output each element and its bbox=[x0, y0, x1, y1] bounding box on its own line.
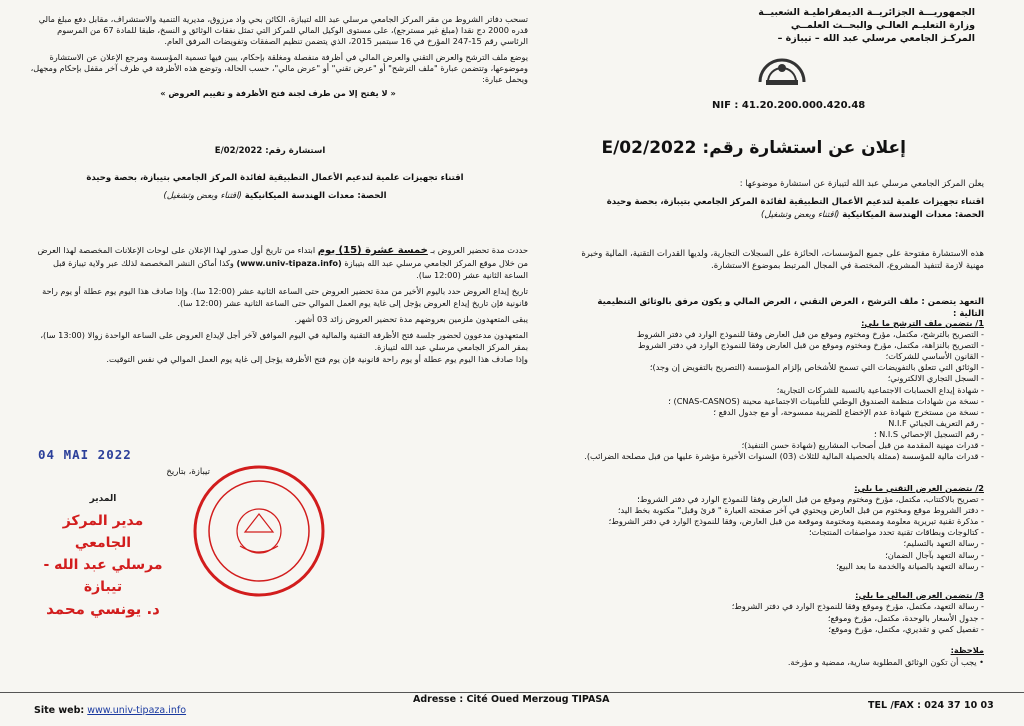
section-3 bbox=[570, 590, 984, 636]
section-1-item: - السجل التجاري الالكتروني؛ bbox=[887, 373, 984, 384]
section-3-item: - رسالة التعهد، مكتمل، مؤرخ وموقع وفقا للنموذج الوارد في دفتر الشروط؛ bbox=[731, 601, 984, 612]
left-paragraph-1: تسحب دفاتر الشروط من مقر المركز الجامعي مرسلي عبد الله لتيبازة، الكائن بحي واد مرزوق، مديرية التنمية والاستشراف، مقابل دفع مبلغ مالي قدره 2000 دج نقدا (مبلغ غير مسترجع)، على مستوى الوكيل المالي للمركز التي تمثل نفقات الوثائق و النسخ، طبقا للمادة 67 من المرسوم الرئاسي رقم 15-247 المؤرخ في 16 سبتمبر 2015، الذي يتضمن تنظيم الصفقات وتفويضات المرفق العام. bbox=[38, 14, 528, 47]
section-1-item: - الوثائق التي تتعلق بالتفويضات التي تسمح للأشخاص بإلزام المؤسسة (التصريح بالتفويض إن وجد)؛ bbox=[649, 362, 984, 373]
place-date-label: تيبازة، بتاريخ bbox=[166, 467, 210, 477]
announcement-body bbox=[600, 178, 984, 221]
section-2-item: - تصريح بالاكتتاب، مكتمل، مؤرخ ومختوم وموقع من قبل العارض وفقا للنموذج الوارد في دفتر الشروط؛ bbox=[637, 494, 984, 505]
section-1-title: 1/ يتضمن ملف الترشح ما يلي: bbox=[861, 318, 984, 328]
website-link[interactable]: www.univ-tipaza.info bbox=[87, 705, 187, 716]
section-2-item: - دفتر الشروط موقع ومختوم من قبل العارض ويحتوي في آخر صفحته العبارة " قرئ وقبل" مكتوبة بخط اليد؛ bbox=[617, 505, 984, 516]
header-block bbox=[690, 6, 975, 45]
eligibility-text: هذه الاستشارة مفتوحة على جميع المؤسسات، الحائزة على السجلات التجارية، ولديها القدرات التقنية، المالية وخبرة مهنية لازمة لتنفيذ المشروع، المختصة في المجال المرتبط بموضوع الاستشارة. bbox=[581, 249, 984, 272]
left-paragraph-6: يبقى المتعهدون ملزمين بعروضهم مدة تحضير العروض زائد 03 أشهر. bbox=[294, 314, 528, 324]
section-3-item: - جدول الأسعار بالوحدة، مكتمل، مؤرخ وموقع؛ bbox=[827, 612, 984, 623]
left-reference: استشارة رقم: 2022/E/02 bbox=[214, 146, 326, 156]
offer-intro: التعهد يتضمن : ملف الترشح ، العرض التقني ، العرض المالي و يكون مرفق بالوثائق التنظيمية التالية : bbox=[597, 297, 984, 320]
note-block bbox=[570, 644, 984, 668]
left-subject: اقتناء تجهيزات علمية لتدعيم الأعمال التطبيقية لفائدة المركز الجامعي بتيبازة، بحصة وحيدة bbox=[86, 173, 464, 183]
left-lot: الحصة: معدات الهندسة الميكانيكية (اقتناء وبعض وتشغيل) bbox=[163, 191, 387, 202]
footer-address: Adresse : Cité Oued Merzoug TIPASA bbox=[413, 694, 610, 705]
lot-text: الحصة: معدات الهندسة الميكانيكية (اقتناء وبعض وتشغيل) bbox=[760, 209, 984, 220]
section-2-item: - كتالوجات وبطاقات تقنية تحدد مواصفات المنتجات؛ bbox=[809, 527, 984, 538]
university-logo-icon bbox=[752, 50, 812, 88]
left-subject-block bbox=[40, 172, 510, 203]
section-3-title: 3/ يتضمن العرض المالي ما يلي: bbox=[855, 590, 984, 600]
section-2-item: - رسالة التعهد بالتسليم؛ bbox=[903, 538, 984, 549]
note-text: • يجب أن تكون الوثائق المطلوبة سارية، ممضية و مؤرخة. bbox=[787, 657, 984, 667]
left-paragraph-4: حددت مدة تحضير العروض بـ خمسة عشرة (15) يوم ابتداء من تاريخ أول صدور لهذا الإعلان على لوحات الإعلانات المخصصة لهذا العرض من خلال موقع المركز الجامعي مرسلي عبد الله بتيبازة (www.univ-tipaza.info) وكذا أماكن النشر المخصصة لذلك عبر ولاية تيبازة قبل الساعة الثانية عشر (12:00 سا). bbox=[37, 245, 528, 280]
section-1-item: - نسخة من مستخرج شهادة عدم الإخضاع للضريبة ممسوحة، أو مع جدول الدفع ؛ bbox=[713, 406, 984, 417]
section-2-item: - رسالة التعهد بآجال الضمان؛ bbox=[885, 549, 984, 560]
republic-line: الجمهوريـــة الجزائريــة الديمقراطيـة الشعبيــة bbox=[758, 7, 975, 18]
left-paragraph-7: المتعهدون مدعوون لحضور جلسة فتح الأظرفة التقنية والمالية في اليوم الموافق لآخر أجل لإيداع العروض على الساعة الواحدة زوالا (13:00 سا)، بمقر المركز الجامعي مرسلي عبد الله لتيبازة. bbox=[40, 330, 528, 352]
signature-block bbox=[38, 488, 168, 620]
signer-line-3: د. يونسي محمد bbox=[46, 600, 160, 618]
intro-text: يعلن المركز الجامعي مرسلي عبد الله لتيبازة عن استشارة موضوعها : bbox=[739, 179, 984, 189]
section-1 bbox=[570, 318, 984, 462]
signer-line-2: مرسلي عبد الله - تيبازة bbox=[43, 557, 163, 595]
signer-line-1: مدير المركز الجامعي bbox=[62, 513, 144, 551]
section-3-item: - تفصيل كمي و تقديري، مكتمل، مؤرخ وموقع؛ bbox=[828, 624, 984, 635]
section-1-item: - رقم التسجيل الإحصائي N.I.S ؛ bbox=[873, 428, 984, 439]
note-title: ملاحظة: bbox=[950, 645, 984, 655]
section-2-title: 2/ يتضمن العرض التقني ما يلي: bbox=[854, 483, 984, 493]
section-1-item: - قدرات مهنية المقدمة من قبل أصحاب المشاريع (شهادة حسن التنفيذ)؛ bbox=[741, 440, 984, 451]
nif-number: NIF : 41.20.200.000.420.48 bbox=[712, 100, 866, 111]
subject-text: اقتناء تجهيزات علمية لتدعيم الأعمال التطبيقية لفائدة المركز الجامعي بتيبازة، بحصة وحيدة bbox=[606, 197, 984, 208]
section-1-item: - التصريح بالنزاهة، مكتمل، مؤرخ ومختوم وموقع من قبل العارض وفقا للنموذج الوارد في دفتر الشروط bbox=[638, 340, 984, 351]
signer-title: المدير bbox=[89, 494, 117, 504]
left-intro bbox=[28, 14, 528, 99]
footer-tel: TEL /FAX : 024 37 10 03 bbox=[868, 700, 994, 711]
left-body bbox=[28, 244, 528, 365]
footer-divider bbox=[0, 692, 1024, 693]
section-2 bbox=[570, 483, 984, 572]
round-seal-icon bbox=[190, 462, 328, 600]
section-1-item: - قدرات مالية للمؤسسة (ممثلة بالحصيلة المالية للثلاث (03) السنوات الأخيرة مؤشرة عليها من قبل مصلحة الضرائب). bbox=[584, 451, 984, 462]
left-paragraph-3: « لا يفتح إلا من طرف لجنة فتح الأظرفة و تقييم العروض » bbox=[160, 88, 396, 99]
left-paragraph-2: يوضع ملف الترشح والعرض التقني والعرض المالي في أظرفة منفصلة ومغلقة بإحكام، يبين فيها تسمية المؤسسة ومرجع الإعلان عن الاستشارة وموضوعها، وتتضمن عبارة "ملف الترشح" أو "عرض تقني" أو "عرض مالي"، حسب الحالة، وتوضع هذه الأظرفة في ظرف آخر مقفل بإحكام ومجهل، ويحمل عبارة: bbox=[30, 51, 528, 85]
section-1-item: - رقم التعريف الجبائي N.I.F bbox=[888, 417, 984, 428]
section-2-item: - مذكرة تقنية تبريرية معلومة وممضية ومختومة وموقعة من قبل العارض، وفقا للنموذج الوارد في دفتر الشروط؛ bbox=[608, 516, 984, 527]
section-1-item: - التصريح بالترشح، مكتمل، مؤرخ ومختوم وموقع من قبل العارض وفقا للنموذج الوارد في دفتر الشروط bbox=[636, 329, 984, 340]
section-1-item: - القانون الأساسي للشركات؛ bbox=[885, 351, 984, 362]
announcement-title: إعلان عن استشارة رقم: 2022/E/02 bbox=[601, 138, 906, 158]
footer-website: Site web: www.univ-tipaza.info bbox=[34, 705, 187, 716]
ministry-line: وزارة التعليـم العالـي والبحــث العلمــي bbox=[790, 20, 975, 31]
section-1-item: - شهادة إيداع الحسابات الاجتماعية بالنسبة للشركات التجارية؛ bbox=[776, 384, 984, 395]
section-1-item: - نسخة من شهادات منظمة الصندوق الوطني للتأمينات الاجتماعية محينة (CNAS-CASNOS) ؛ bbox=[668, 395, 984, 406]
left-paragraph-5: تاريخ إيداع العروض حدد باليوم الأخير من مدة تحضير العروض حتى الساعة الثانية عشر (12:00 سا). وإذا صادف هذا اليوم يوم عطلة أو يوم راحة قانونية فإن تاريخ إيداع العروض يؤجل إلى غاية يوم العمل الموالي حتى الساعة الثانية عشر (12:00 سا). bbox=[42, 286, 528, 308]
date-stamp: 04 MAI 2022 bbox=[38, 447, 132, 462]
left-paragraph-8: وإذا صادف هذا اليوم يوم عطلة أو يوم راحة قانونية فإن يوم فتح الأظرفة يؤجل إلى غاية يوم العمل الموالي في نفس التوقيت. bbox=[106, 354, 528, 364]
center-line: المركـز الجامعي مرسلي عبد الله – تيبازة – bbox=[777, 33, 975, 44]
section-2-item: - رسالة التعهد بالصيانة والخدمة ما بعد البيع؛ bbox=[836, 560, 984, 571]
